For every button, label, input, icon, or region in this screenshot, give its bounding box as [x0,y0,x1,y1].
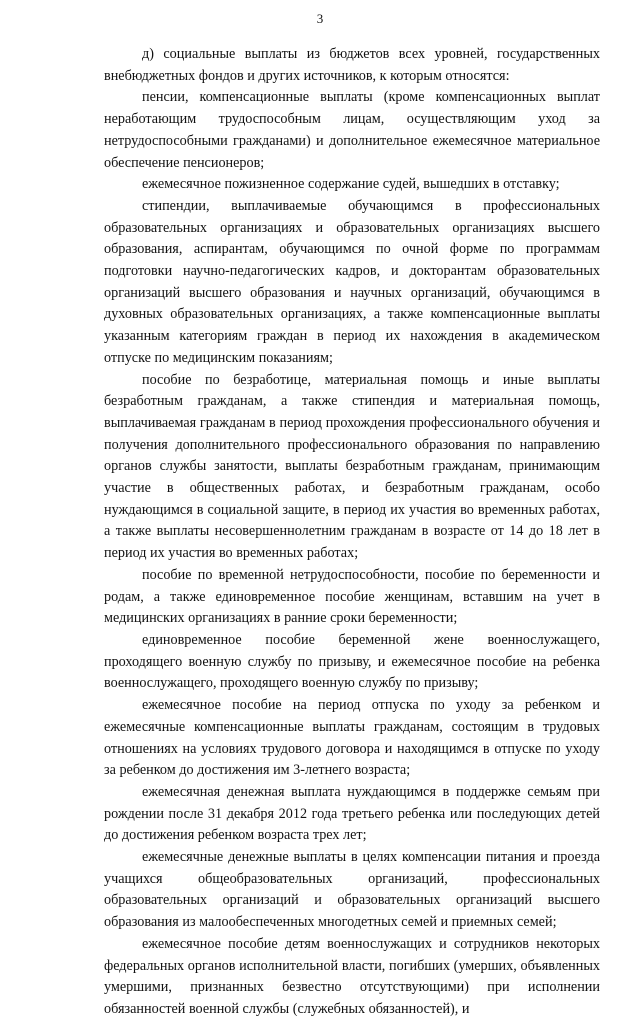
paragraph-social-payments: д) социальные выплаты из бюджетов всех уровней, государственных внебюджетных фондов и других источников, к которым относятся: [104,46,600,84]
paragraph-judges-allowance: ежемесячное пожизненное содержание судей, вышедших в отставку; [142,176,560,193]
paragraph-unemployment-benefit: пособие по безработице, материальная помощь и иные выплаты безработным гражданам, а также стипендия и материальная помощь, выплачиваемая гражданам в период прохождения профессионального обучения и получения дополнительного профессионального образования по направлению органов службы занятости, выплаты безработным гражданам, принимающим участие в общественных работах, и безработным гражданам, особо нуждающимся в социальной защите, в период их участия во временных работах, а также выплаты несовершеннолетним гражданам в возрасте от 14 до 18 лет в период их участия во временных работах; [104,371,600,562]
page-number: 3 [316,11,324,26]
paragraph-stipends: стипендии, выплачиваемые обучающимся в профессиональных образовательных организациях и образовательных организациях высшего образования, аспирантам, обучающимся по очной форме по программам подготовки научно-педагогических кадров, и докторантам образовательных организаций высшего образования и научных организаций, обучающимся в духовных образовательных организациях, а также компенсационные выплаты указанным категориям граждан в период их нахождения в академическом отпуске по медицинским показаниям; [104,197,600,366]
paragraph-third-child-payment: ежемесячная денежная выплата нуждающимся в поддержке семьям при рождении после 31 декабря 2012 года третьего ребенка или последующих детей до достижения ребенком возраста трех лет; [104,783,600,844]
paragraph-meal-travel-compensation: ежемесячные денежные выплаты в целях компенсации питания и проезда учащихся общеобразовательных организаций, профессиональных образовательных организаций и образовательных организаций высшего образования из малообеспеченных многодетных семей и приемных семей; [104,849,600,931]
paragraph-pensions: пенсии, компенсационные выплаты (кроме компенсационных выплат неработающим трудоспособным лицам, осуществляющим уход за нетрудоспособными гражданами) и дополнительное ежемесячное материальное обеспечение пенсионеров; [104,89,600,171]
paragraph-military-wife-benefit: единовременное пособие беременной жене военнослужащего, проходящего военную службу по призыву, и ежемесячное пособие на ребенка военнослужащего, проходящего военную службу по призыву; [104,631,600,692]
paragraph-childcare-leave: ежемесячное пособие на период отпуска по уходу за ребенком и ежемесячные компенсационные выплаты гражданам, состоящим в трудовых отношениях на условиях трудового договора и находящимся в отпуске по уходу за ребенком до достижения им 3-летнего возраста; [104,697,600,779]
paragraph-military-children-benefit: ежемесячное пособие детям военнослужащих и сотрудников некоторых федеральных органов исполнительной власти, погибших (умерших, объявленных умершими, признанных безвестно отсутствующими) при исполнении обязанностей военной службы (служебных обязанностей), и [104,935,600,1017]
document-body [104,44,600,1021]
paragraph-sickness-maternity: пособие по временной нетрудоспособности, пособие по беременности и родам, а также единовременное пособие женщинам, вставшим на учет в медицинских организациях в ранние сроки беременности; [104,566,600,627]
